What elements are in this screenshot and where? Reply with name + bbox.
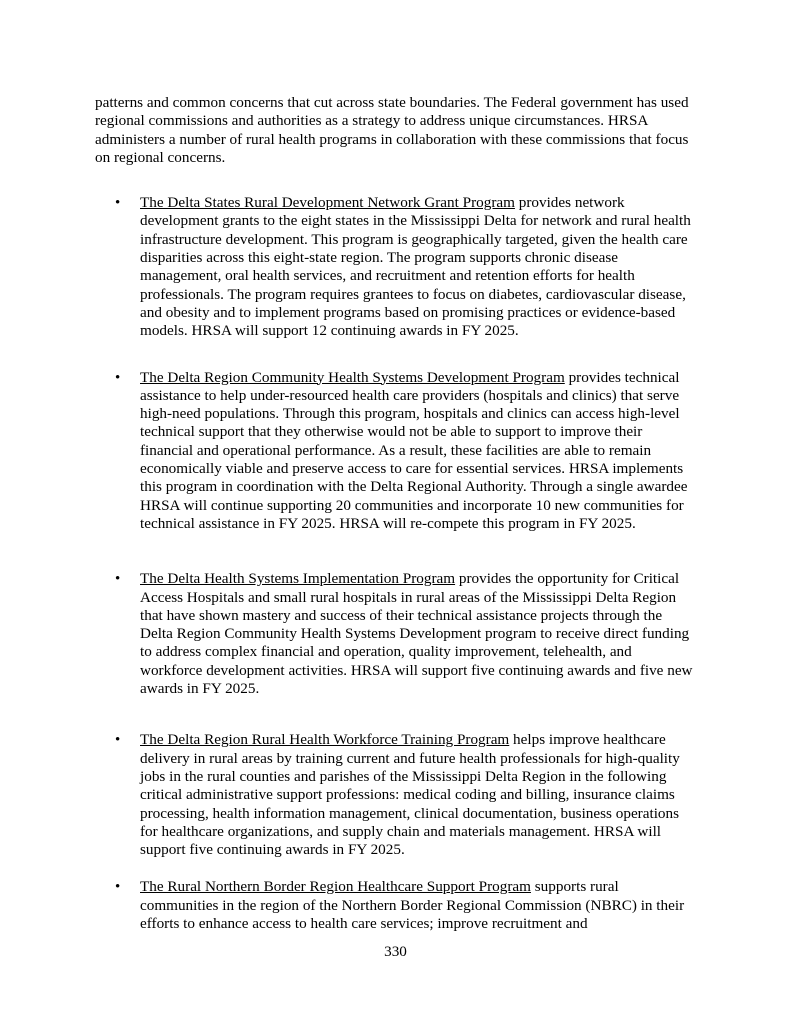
document-page bbox=[95, 94, 695, 933]
bullet-icon: • bbox=[115, 571, 121, 588]
program-description: helps improve healthcare delivery in rural areas by training current and future health professionals for high-quality jobs in the rural counties and parishes of the Mississippi Delta Region in the following critical administrative support professions: medical coding and billing, insurance claims processing, health information management, clinical documentation, business operations for healthcare organizations, and supply chain and materials management. HRSA will support five continuing awards in FY 2025. bbox=[140, 731, 680, 859]
bullet-icon: • bbox=[115, 369, 121, 386]
program-list bbox=[95, 194, 695, 933]
program-description: supports rural communities in the region of the Northern Border Regional Commission (NBRC) in their efforts to enhance access to health care services; improve recruitment and bbox=[140, 878, 685, 932]
list-item bbox=[95, 878, 695, 933]
program-title: The Delta Region Community Health Systems Development Program bbox=[140, 368, 565, 386]
intro-paragraph: patterns and common concerns that cut across state boundaries. The Federal government has used regional commissions and authorities as a strategy to address unique circumstances. HRSA administers a number of rural health programs in collaboration with these commissions that focus on regional concerns. bbox=[95, 94, 689, 166]
program-title: The Rural Northern Border Region Healthcare Support Program bbox=[140, 878, 531, 896]
program-description: provides the opportunity for Critical Access Hospitals and small rural hospitals in rural areas of the Mississippi Delta Region that have shown mastery and success of their technical assistance projects through the Delta Region Community Health Systems Development program to receive direct funding to address complex financial and operation, quality improvement, telehealth, and workforce development activities. HRSA will support five continuing awards and five new awards in FY 2025. bbox=[140, 570, 693, 698]
program-title: The Delta Health Systems Implementation Program bbox=[140, 570, 456, 588]
program-description: provides technical assistance to help under-resourced health care providers (hospitals and clinics) that serve high-need populations. Through this program, hospitals and clinics can access high-level technical support that they otherwise would not be able to support to improve their financial and operational performance. As a result, these facilities are able to remain economically viable and preserve access to care for essential services. HRSA implements this program in coordination with the Delta Regional Authority. Through a single awardee HRSA will continue supporting 20 communities and incorporate 10 new communities for technical assistance in FY 2025. HRSA will re-compete this program in FY 2025. bbox=[140, 368, 688, 532]
program-description: provides network development grants to the eight states in the Mississippi Delta for network and rural health infrastructure development. This program is geographically targeted, given the health care disparities across this eight-state region. The program supports chronic disease management, oral health services, and recruitment and retention efforts for health professionals. The program requires grantees to focus on diabetes, cardiovascular disease, and obesity and to implement programs based on promising practices or evidence-based models. HRSA will support 12 continuing awards in FY 2025. bbox=[140, 194, 691, 340]
list-item bbox=[95, 194, 695, 340]
list-item bbox=[95, 570, 695, 698]
bullet-icon: • bbox=[115, 732, 121, 749]
bullet-icon: • bbox=[115, 879, 121, 896]
program-title: The Delta Region Rural Health Workforce Training Program bbox=[140, 731, 510, 749]
bullet-icon: • bbox=[115, 195, 121, 212]
list-item bbox=[95, 369, 695, 534]
program-title: The Delta States Rural Development Network Grant Program bbox=[140, 194, 515, 212]
page-number: 330 bbox=[384, 943, 407, 960]
list-item bbox=[95, 731, 695, 859]
